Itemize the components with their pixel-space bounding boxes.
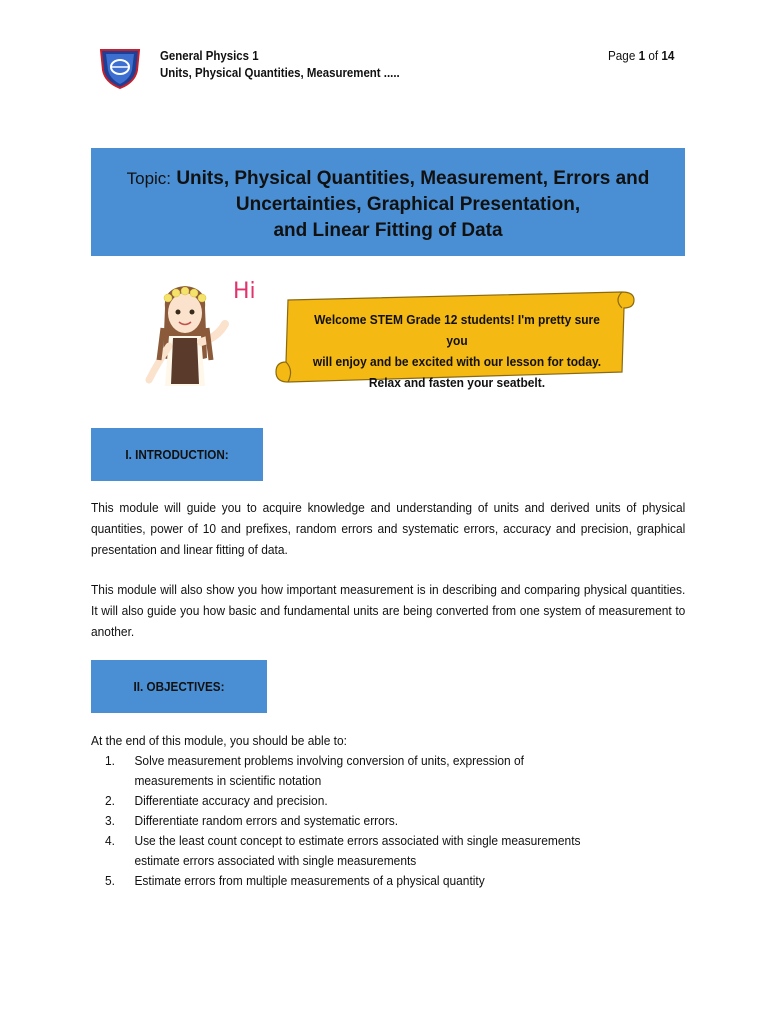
objectives-heading: II. OBJECTIVES: (133, 679, 225, 694)
hi-text: Hi (233, 279, 256, 304)
header-module: Units, Physical Quantities, Measurement ..... (160, 65, 400, 80)
introduction-heading: I. INTRODUCTION: (125, 447, 229, 462)
topic-label: Topic: (126, 169, 172, 188)
introduction-paragraph-2: This module will also show you how important measurement is in describing and comparing physical quantities. It will also guide you how basic and fundamental units are being converted from one system of measurement to another. (91, 582, 686, 639)
objectives-list (105, 751, 583, 891)
list-item: 1. Solve measurement problems involving conversion of units, expression of measurements in scientific notation (105, 753, 525, 788)
page-total: 14 (661, 48, 675, 63)
page-current: 1 (638, 48, 646, 63)
list-item: 2. Differentiate accuracy and precision. (105, 793, 328, 808)
welcome-message: Welcome STEM Grade 12 students! I'm pretty sure you will enjoy and be excited with our lesson for today. Relax and fasten your seatbelt. (312, 312, 602, 390)
school-seal-logo (97, 44, 143, 90)
list-item: 4. Use the least count concept to estimate errors associated with single measurements estimate errors associated with single measurements (105, 833, 581, 868)
objectives-heading-box (91, 660, 267, 713)
introduction-heading-box (91, 428, 263, 481)
objectives-intro: At the end of this module, you should be able to: (91, 733, 347, 748)
header-course: General Physics 1 (160, 48, 259, 63)
topic-title: Topic: Units, Physical Quantities, Measurement, Errors and Uncertainties, Graphical Presentation, and Linear Fitting of Data (126, 168, 650, 241)
list-item: 3. Differentiate random errors and systematic errors. (105, 813, 399, 828)
waving-girl-illustration (135, 268, 265, 398)
header-title (160, 47, 400, 81)
introduction-paragraph-1: This module will guide you to acquire knowledge and understanding of units and derived units of physical quantities, power of 10 and prefixes, random errors and systematic errors, accuracy and precision, graphical presentation and linear fitting of data. (91, 500, 686, 557)
list-item: 5. Estimate errors from multiple measurements of a physical quantity (105, 873, 485, 888)
page-number: Page 1 of 14 (608, 48, 675, 63)
